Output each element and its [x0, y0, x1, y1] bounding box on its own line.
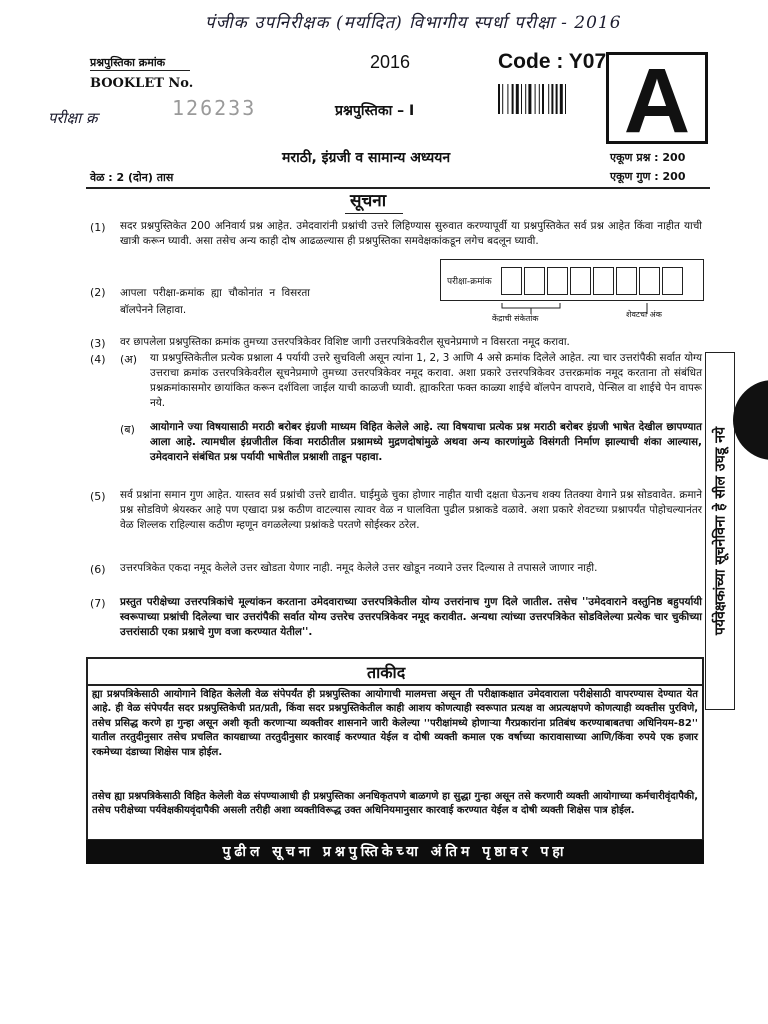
instruction-text: आपला परीक्षा-क्रमांक ह्या चौकोनांत न विसरता बॉलपेनने लिहावा.	[120, 287, 310, 316]
duration: वेळ : 2 (दोन) तास	[90, 171, 174, 184]
barcode-bar	[516, 84, 519, 114]
instruction-number: (5)	[90, 490, 106, 503]
barcode-bar	[502, 84, 503, 114]
notice-heading-underline	[345, 213, 403, 214]
subject-title: मराठी, इंग्रजी व सामान्य अध्ययन	[282, 150, 451, 166]
barcode-bar	[535, 84, 536, 114]
seat-digit-cell[interactable]	[501, 267, 522, 295]
barcode-bar	[525, 84, 526, 114]
booklet-title: प्रश्नपुस्तिका – I	[335, 103, 415, 119]
total-questions: एकूण प्रश्न : 200	[610, 151, 686, 164]
instruction-sub-number: (ब)	[120, 423, 135, 436]
barcode-bar	[565, 84, 566, 114]
side-seal-banner	[705, 352, 735, 710]
instruction-text: प्रस्तुत परीक्षेच्या उत्तरपत्रिकांचे मूल्यांकन करताना उमेदवाराच्या उत्तरपत्रिकेतील योग्य उत्तरांनाच गुण दिले जातील. तसेच ''उमेदवाराने वस्तुनिष्ठ बहुपर्यायी स्वरूपाच्या प्रश्नांची दिलेल्या चार उत्तरांपैकी सर्वात योग्य उत्तरेच उत्तरपत्रिकेवर नमूद करावीत. अन्यथा त्यांच्या उत्तरपत्रिकेत सोडविलेल्या प्रत्येक चार चुकीच्या उत्तरांसाठी एका प्रश्नाचे गुण वजा करण्यात येतील''.	[120, 596, 702, 638]
code: Code : Y07	[498, 50, 607, 73]
booklet-number: 126233	[172, 96, 257, 120]
instruction-number: (1)	[90, 221, 106, 234]
instruction-number: (3)	[90, 337, 106, 350]
handwritten-header: पंजीक उपनिरीक्षक (मर्यादित) विभागीय स्पर्धा परीक्षा - 2016	[205, 13, 622, 33]
footer-banner	[86, 840, 704, 864]
barcode-bar	[512, 84, 514, 114]
instruction-text: आयोगाने ज्या विषयासाठी मराठी बरोबर इंग्रजी माध्यम विहित केलेले आहे. त्या विषयाचा प्रत्येक प्रश्न मराठी बरोबर इंग्रजी भाषेत देखील छापण्यात आला आहे. त्यामधील इंग्रजीतील किंवा मराठीतील प्रश्नामध्ये मुद्रणदोषांमुळे अथवा अन्य कारणांमुळे विसंगती निर्माण झाल्याची शंका आल्यास, उमेदवाराने संबंधित प्रश्न पर्यायी भाषेतील प्रश्नाशी ताडून पहावा.	[150, 421, 702, 463]
seat-digit-cell[interactable]	[547, 267, 568, 295]
warning-heading: ताकीद	[367, 663, 406, 682]
seat-digit-cell[interactable]	[593, 267, 614, 295]
instruction-text: सदर प्रश्नपुस्तिकेत 200 अनिवार्य प्रश्न आहेत. उमेदवारांनी प्रश्नांची उत्तरे लिहिण्यास सुरुवात करण्यापूर्वी या प्रश्नपुस्तिकेत सर्व प्रश्न आहेत किंवा नाहीत याची खात्री करून घ्यावी. असा तसेच अन्य काही दोष आढळल्यास ही प्रश्नपुस्तिका समवेक्षकांकडून लगेच बदलून घ्यावी.	[120, 220, 702, 247]
instruction-text: या प्रश्नपुस्तिकेतील प्रत्येक प्रश्नाला 4 पर्यायी उत्तरे सुचविली असून त्यांना 1, 2, 3 आणि 4 असे क्रमांक दिलेले आहेत. त्या चार उत्तरांपैकी सर्वात योग्य उत्तराचा क्रमांक उत्तरपत्रिकेवरील सूचनेप्रमाणे तुमच्या उत्तरपत्रिकेवर नमूद करावा. अशा प्रकारे उत्तरपत्रिकेवर उत्तरक्रमांक नमूद करताना तो संबंधित प्रश्नक्रमांकासमोर छायांकित करून दर्शविला जाईल याची काळजी घ्यावी. ह्याकरिता फक्त काळ्या शाईचे बॉलपेन वापरावे, पेन्सिल वा शाईचे पेन वापरू नये.	[150, 352, 702, 409]
instruction-sub-number: (अ)	[120, 353, 137, 366]
seat-digit-cell[interactable]	[570, 267, 591, 295]
side-seal-text: पर्यवेक्षकांच्या सूचनेविना हे सील उघडू नये	[712, 426, 729, 636]
barcode-bar	[528, 84, 531, 114]
booklet-label-english: BOOKLET No.	[90, 76, 194, 91]
barcode-bar	[539, 84, 540, 114]
seat-number-box	[440, 259, 704, 301]
booklet-label-marathi: प्रश्नपुस्तिका क्रमांक	[90, 56, 166, 69]
seat-digit-cell[interactable]	[662, 267, 683, 295]
instruction-text: उत्तरपत्रिकेत एकदा नमूद केलेले उत्तर खोडता येणार नाही. नमूद केलेले उत्तर खोडून नव्याने उत्तर दिल्यास ते तपासले जाणार नाही.	[120, 562, 598, 574]
instruction-number: (7)	[90, 597, 106, 610]
series-letter-box	[606, 50, 708, 152]
barcode-bar	[556, 84, 558, 114]
warning-paragraph: ह्या प्रश्नपत्रिकेसाठी आयोगाने विहित केलेली वेळ संपेपर्यंत ही प्रश्नपुस्तिका आयोगाची मालमत्ता असून ती परीक्षाकक्षात उमेदवाराला परीक्षेसाठी वापरण्यास देण्यात येत आहे. ही वेळ संपेपर्यंत सदर प्रश्नपुस्तिकेची प्रत/प्रती, किंवा सदर प्रश्नपुस्तिकेतील काही आशय कोणत्याही स्वरूपात प्रत्यक्ष वा अप्रत्यक्षपणे कोणत्याही व्यक्तीस पुरविणे, तसेच प्रसिद्ध करणे हा गुन्हा असून अशी कृती करणाऱ्या व्यक्तीवर शासनाने जारी केलेल्या ''परीक्षांमध्ये होणाऱ्या गैरप्रकारांना प्रतिबंध करण्याबाबतचा अधिनियम-82'' यातील तरतुदीनुसार तसेच प्रचलित कायद्याच्या तरतुदीनुसार कारवाई करण्यात येईल व दोषी व्यक्ती कमाल एक वर्षाच्या कारावासाच्या आणि/किंवा रुपये एक हजार रकमेच्या दंडाच्या शिक्षेस पात्र होईल.	[92, 689, 698, 758]
year: 2016	[370, 52, 411, 72]
barcode-bar	[542, 84, 544, 114]
warning-paragraph: तसेच ह्या प्रश्नपत्रिकेसाठी विहित केलेली वेळ संपण्याआधी ही प्रश्नपुस्तिका अनधिकृतपणे बाळगणे हा सुद्धा गुन्हा असून तसे करणारी व्यक्ती आयोगाच्या कर्मचारीवृंदापैकी, तसेच परीक्षेच्या पर्यवेक्षकीयवृंदापैकी असली तरीही अशा व्यक्तीविरूद्ध उक्त अधिनियमानुसार कारवाई करण्यात येईल व दोषी व्यक्ती शिक्षेस पात्र होईल.	[92, 791, 698, 817]
header-rule	[86, 187, 710, 189]
booklet-label-underline	[90, 70, 190, 71]
series-letter: A	[623, 50, 691, 152]
barcode-bar	[551, 84, 553, 114]
handwritten-seat-label: परीक्षा क्र	[48, 109, 98, 127]
barcode	[498, 84, 590, 116]
instruction-number: (6)	[90, 563, 106, 576]
instruction-text: सर्व प्रश्नांना समान गुण आहेत. यास्तव सर्व प्रश्नांची उत्तरे द्यावीत. घाईमुळे चुका होणार नाहीत याची दक्षता घेऊनच शक्य तितक्या वेगाने प्रश्न सोडवावेत. क्रमाने प्रश्न सोडविणे श्रेयस्कर आहे पण एखादा प्रश्न कठीण वाटल्यास त्यावर वेळ न घालविता पुढील प्रश्नाकडे वळावे. अशा प्रकारे शेवटच्या प्रश्नापर्यंत पोहोचल्यानंतर वेळ शिल्लक राहिल्यास कठीण म्हणून वगळलेल्या प्रश्नांकडे परतणे सोईस्कर ठरेल.	[120, 489, 702, 531]
footer-banner-text: पुढील सूचना प्रश्नपुस्तिकेच्या अंतिम पृष्ठावर पहा	[222, 844, 568, 860]
seat-digit-cell[interactable]	[616, 267, 637, 295]
seat-box-brackets	[440, 301, 704, 323]
seat-box-label: परीक्षा-क्रमांक	[447, 277, 492, 287]
barcode-bar	[507, 84, 508, 114]
barcode-bar	[521, 84, 522, 114]
seat-digit-cells	[501, 267, 685, 295]
side-seal-tab	[733, 380, 768, 460]
instruction-text: वर छापलेला प्रश्नपुस्तिका क्रमांक तुमच्या उत्तरपत्रिकेवर विशिष्ट जागी उत्तरपत्रिकेवरील सूचनेप्रमाणे न विसरता नमूद करावा.	[120, 336, 570, 348]
notice-heading: सूचना	[350, 191, 387, 211]
last-digit-label: शेवटचा अंक	[626, 310, 662, 319]
seat-digit-cell[interactable]	[524, 267, 545, 295]
seat-digit-cell[interactable]	[639, 267, 660, 295]
warning-heading-rule	[86, 684, 704, 686]
instruction-number: (4)	[90, 353, 106, 366]
barcode-bar	[498, 84, 500, 114]
total-marks: एकूण गुण : 200	[610, 170, 686, 183]
instruction-number: (2)	[90, 286, 106, 299]
barcode-bar	[560, 84, 563, 114]
center-code-label: केंद्राची संकेतांक	[492, 314, 539, 323]
barcode-bar	[548, 84, 549, 114]
